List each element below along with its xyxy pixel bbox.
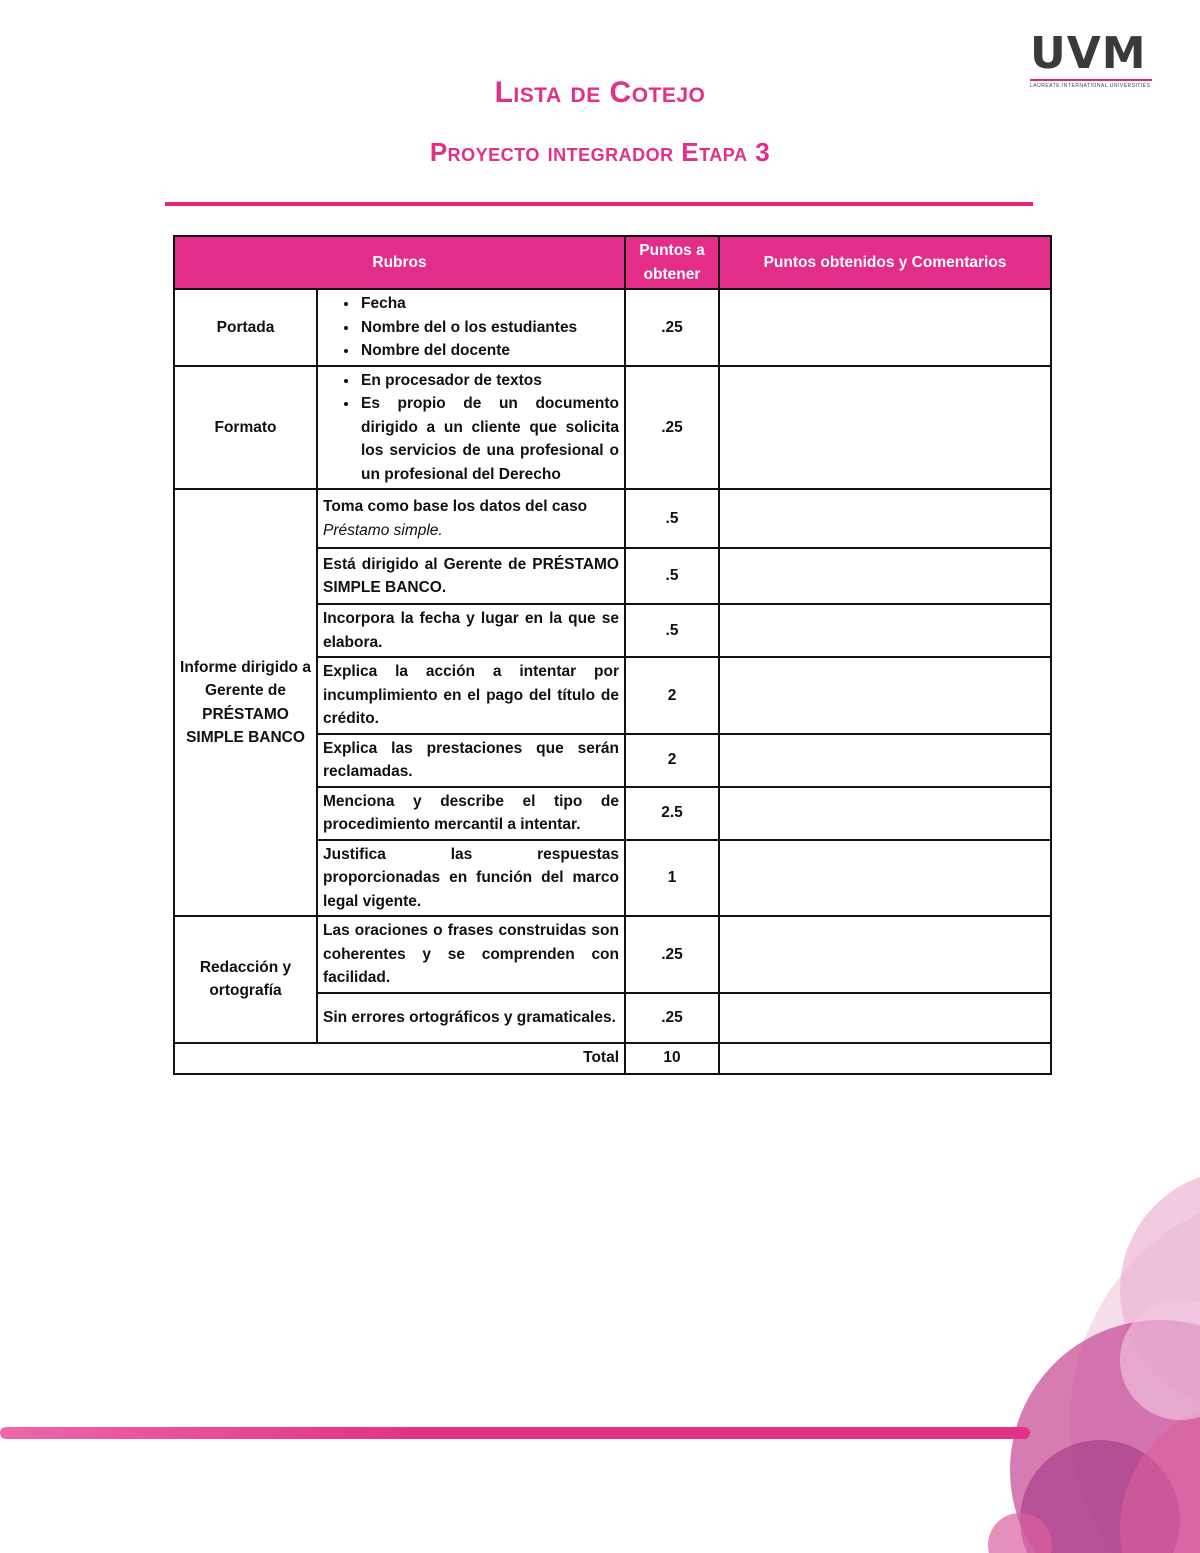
list-item: • Nombre del docente — [359, 339, 619, 363]
comments-cell[interactable] — [719, 840, 1051, 917]
points-value: .5 — [625, 548, 719, 604]
page-subtitle: Proyecto integrador Etapa 3 — [429, 137, 771, 167]
points-value: 2 — [625, 734, 719, 787]
comments-cell[interactable] — [719, 548, 1051, 604]
page-title: Lista de Cotejo — [494, 76, 706, 109]
category-portada: Portada — [174, 289, 317, 366]
table-row — [174, 366, 1051, 490]
points-value: .5 — [625, 604, 719, 657]
points-value: .25 — [625, 366, 719, 490]
comments-cell[interactable] — [719, 993, 1051, 1043]
points-value: .5 — [625, 489, 719, 548]
criteria-cell — [317, 489, 625, 548]
points-value: .25 — [625, 289, 719, 366]
table-row — [174, 289, 1051, 366]
table-row — [174, 489, 1051, 548]
table-header-row — [174, 236, 1051, 289]
comments-cell[interactable] — [719, 489, 1051, 548]
checklist-table — [173, 235, 1052, 1075]
criteria-text: Toma como base los datos del caso — [323, 498, 588, 515]
logo-subtitle: LAUREATE INTERNATIONAL UNIVERSITIES — [1030, 83, 1151, 89]
comments-cell[interactable] — [719, 787, 1051, 840]
criteria-text: Está dirigido al Gerente de PRÉSTAMO SIMPLE BANCO. — [317, 548, 625, 604]
points-value: .25 — [625, 916, 719, 993]
total-points: 10 — [625, 1043, 719, 1074]
case-name: Préstamo simple. — [323, 521, 443, 539]
criteria-text: Explica las prestaciones que serán reclamadas. — [317, 734, 625, 787]
comments-cell[interactable] — [719, 734, 1051, 787]
criteria-text: Explica la acción a intentar por incumplimiento en el pago del título de crédito. — [317, 657, 625, 734]
criteria-text: Justifica las respuestas proporcionadas en función del marco legal vigente. — [317, 840, 625, 917]
total-label: Total — [174, 1043, 625, 1074]
comments-cell[interactable] — [719, 916, 1051, 993]
comments-cell[interactable] — [719, 657, 1051, 734]
list-item: • Nombre del o los estudiantes — [359, 316, 619, 340]
criteria-cell — [317, 289, 625, 366]
criteria-text: Menciona y describe el tipo de procedimiento mercantil a intentar. — [317, 787, 625, 840]
criteria-text: Incorpora la fecha y lugar en la que se elabora. — [317, 604, 625, 657]
footer-bar — [0, 1427, 1030, 1439]
category-formato: Formato — [174, 366, 317, 490]
points-value: 2 — [625, 657, 719, 734]
table-row — [174, 916, 1051, 993]
list-item: • Fecha — [359, 292, 619, 316]
comments-cell[interactable] — [719, 289, 1051, 366]
category-informe: Informe dirigido a Gerente de PRÉSTAMO SIMPLE BANCO — [174, 489, 317, 916]
header-comentarios: Puntos obtenidos y Comentarios — [719, 236, 1051, 289]
header-puntos: Puntos a obtener — [625, 236, 719, 289]
criteria-cell — [317, 366, 625, 490]
points-value: 2.5 — [625, 787, 719, 840]
list-item: • Es propio de un documento dirigido a un cliente que solicita los servicios de una profesional o un profesional del Derecho — [359, 392, 619, 486]
criteria-text: Sin errores ortográficos y gramaticales. — [317, 993, 625, 1043]
comments-cell[interactable] — [719, 366, 1051, 490]
points-value: 1 — [625, 840, 719, 917]
points-value: .25 — [625, 993, 719, 1043]
list-item: • En procesador de textos — [359, 369, 619, 393]
category-redaccion: Redacción y ortografía — [174, 916, 317, 1043]
comments-cell[interactable] — [719, 1043, 1051, 1074]
logo-text: UVM — [1030, 28, 1147, 79]
criteria-text: Las oraciones o frases construidas son coherentes y se comprenden con facilidad. — [317, 916, 625, 993]
header-rubros: Rubros — [174, 236, 625, 289]
title-divider — [165, 202, 1033, 206]
total-row — [174, 1043, 1051, 1074]
comments-cell[interactable] — [719, 604, 1051, 657]
